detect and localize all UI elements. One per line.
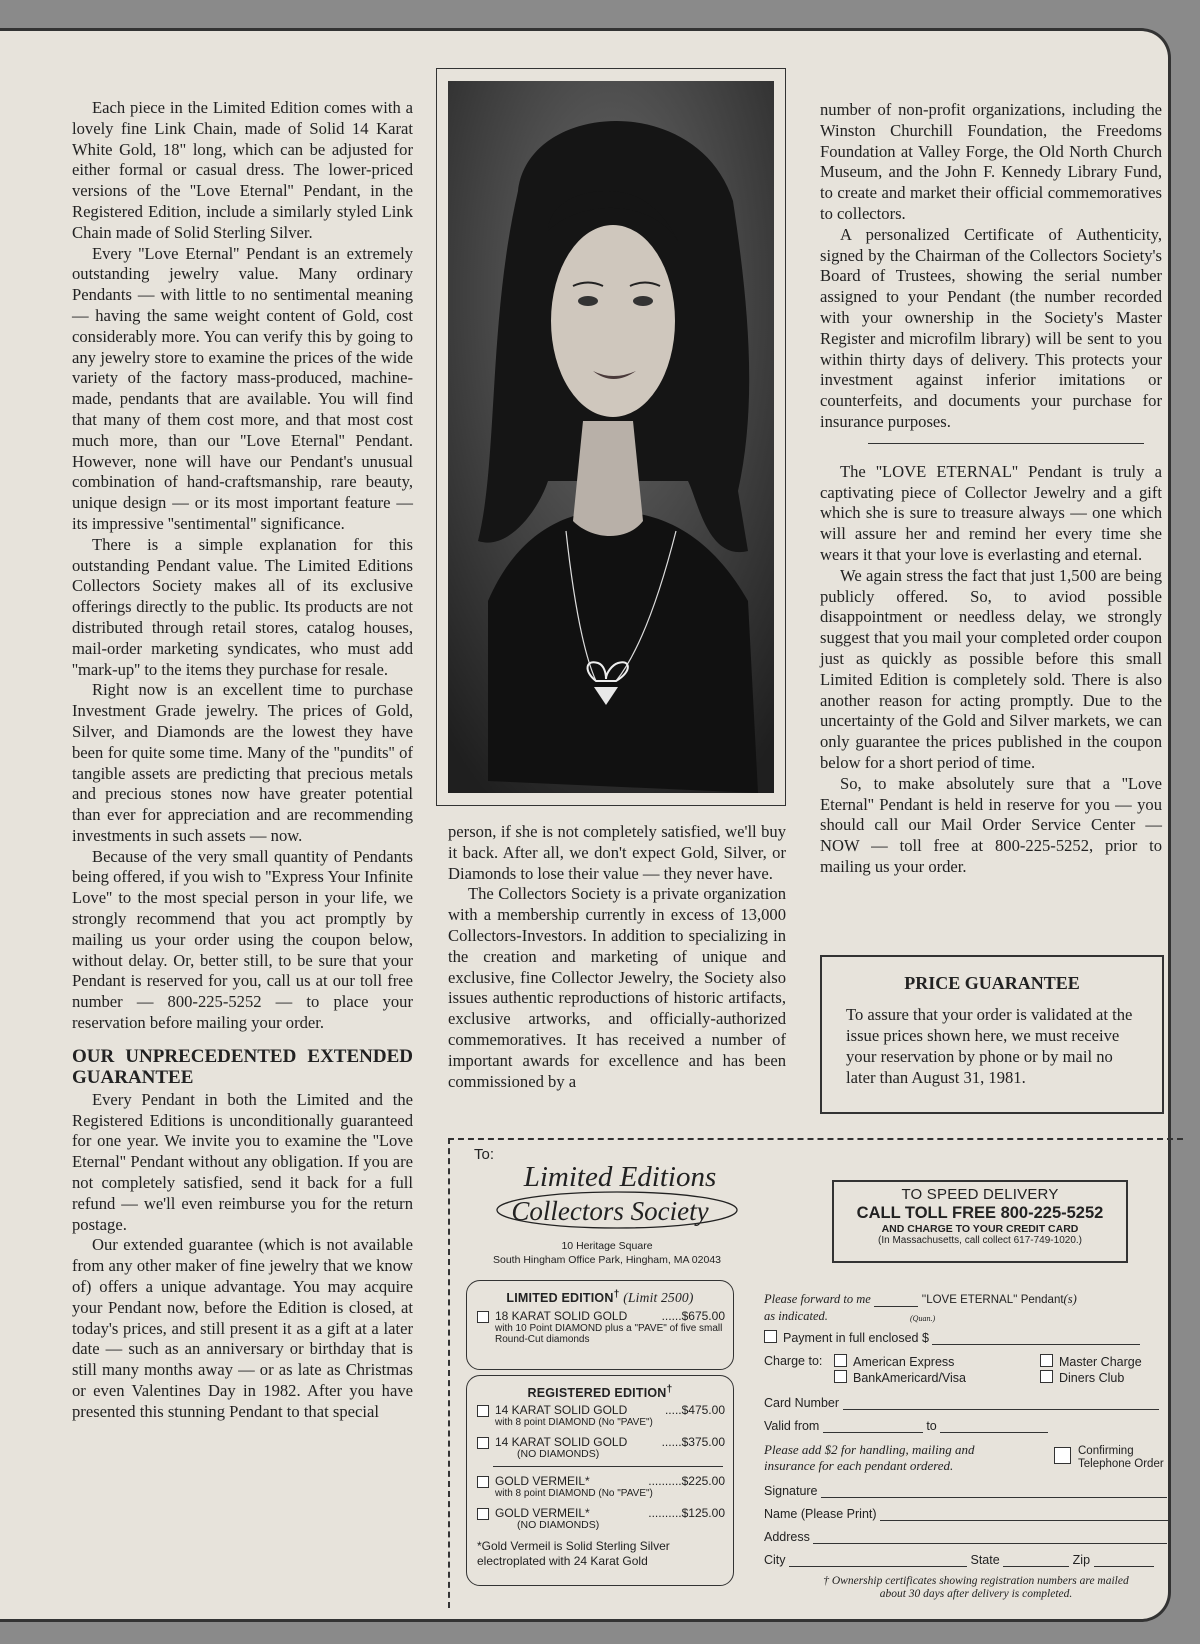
address-line: 10 Heritage Square	[561, 1240, 653, 1252]
card-label: BankAmericard/Visa	[853, 1371, 967, 1385]
quantity-field[interactable]	[874, 1306, 918, 1307]
right-column	[820, 100, 1162, 878]
option-description: (NO DIAMONDS)	[517, 1448, 600, 1461]
valid-to-label: to	[926, 1419, 937, 1433]
card-diners-club[interactable]	[1040, 1370, 1124, 1385]
card-master-charge[interactable]	[1040, 1354, 1142, 1369]
payment-checkbox[interactable]	[764, 1330, 777, 1343]
left-column	[72, 98, 413, 1423]
name-field[interactable]	[880, 1520, 1170, 1521]
paragraph: The Collectors Society is a private organization with a membership currently in excess of 13,000 Collectors-Investors. In addition to specializing in the creation and marketing of unique and exclusive, fine Collector Jewelry, the Society also issues authentic reproductions of historic artifacts, exclusive artworks, and officially-authorized commemoratives. It has received a number of important awards for excellence and has been commissioned by a	[448, 884, 786, 1091]
photo-frame	[436, 68, 786, 806]
payment-label: Payment in full enclosed $	[783, 1331, 929, 1345]
name-line	[764, 1507, 1170, 1521]
state-label: State	[970, 1553, 1000, 1567]
price-guarantee-box	[820, 955, 1164, 1114]
forward-line	[764, 1292, 1077, 1307]
price-guarantee-title: PRICE GUARANTEE	[904, 973, 1080, 993]
valid-from-label: Valid from	[764, 1419, 820, 1433]
option-description: (NO DIAMONDS)	[517, 1519, 600, 1532]
quantity-hint: (Quan.)	[910, 1314, 936, 1323]
paragraph: The ''LOVE ETERNAL'' Pendant is truly a captivating piece of Collector Jewelry and a gift which she is sure to treasure always — one which will assure her and remind her every time she wears it that your love is everlasting and eternal.	[820, 461, 1162, 564]
option-vermeil-diamond[interactable]	[477, 1475, 725, 1499]
card-number-field[interactable]	[843, 1409, 1159, 1410]
speed-line-3: AND CHARGE TO YOUR CREDIT CARD	[881, 1223, 1079, 1235]
valid-line	[764, 1419, 1048, 1433]
option-vermeil-plain[interactable]	[477, 1507, 725, 1531]
mailing-address	[462, 1239, 752, 1267]
option-label: 18 KARAT SOLID GOLD	[495, 1309, 628, 1324]
address-line: South Hingham Office Park, Hingham, MA 02043	[492, 1254, 721, 1266]
confirming-label: Confirming Telephone Order	[1078, 1445, 1164, 1470]
speed-delivery-box	[832, 1180, 1128, 1263]
signature-field[interactable]	[821, 1497, 1167, 1498]
registered-edition-title: REGISTERED EDITION†	[527, 1384, 673, 1401]
paragraph: Because of the very small quantity of Pendants being offered, if you wish to ''Express Your Infinite Love'' to the most special person in your life, we strongly recommend that you act promptly by mailing us your order using the coupon below, without delay. Or, better still, to be sure that your Pendant is reserved for you, call us at our toll free number — 800-225-5252 — to place your reservation before mailing your order.	[72, 846, 413, 1033]
ownership-note: † Ownership certificates showing registration numbers are mailed about 30 days after delivery is completed.	[823, 1575, 1129, 1600]
checkbox[interactable]	[834, 1354, 847, 1367]
city-field[interactable]	[789, 1566, 967, 1567]
address-label: Address	[764, 1530, 810, 1544]
city-label: City	[764, 1553, 786, 1567]
option-price: $375.00	[681, 1435, 725, 1450]
valid-from-field[interactable]	[823, 1432, 923, 1433]
logo-line-1: Limited Editions	[523, 1161, 717, 1193]
checkbox[interactable]	[477, 1508, 489, 1520]
plural-suffix: (s)	[1063, 1292, 1077, 1306]
option-label: GOLD VERMEIL*	[495, 1506, 590, 1521]
option-price: $125.00	[681, 1506, 725, 1521]
payment-line	[764, 1330, 1140, 1345]
vermeil-footnote: *Gold Vermeil is Solid Sterling Silver electroplated with 24 Karat Gold	[477, 1539, 670, 1569]
paragraph: Right now is an excellent time to purchase Investment Grade jewelry. The prices of Gold, Silver, and Diamonds are the lowest they have been for quite some time. Many of the ''pundits'' of tangible assets are predicting that precious metals and precious stones now have greater potential than ever for appreciation and are recommending investments in such assets — now.	[72, 680, 413, 845]
checkbox[interactable]	[834, 1370, 847, 1383]
option-14k-gold-diamond[interactable]	[477, 1404, 725, 1428]
zip-label: Zip	[1072, 1553, 1091, 1567]
leader-dots: .....	[664, 1403, 682, 1418]
option-description: with 8 point DIAMOND (No "PAVE")	[495, 1417, 653, 1429]
guarantee-heading: OUR UNPRECEDENTED EXTENDED GUARANTEE	[72, 1045, 413, 1088]
to-label: To:	[474, 1146, 495, 1163]
card-american-express[interactable]	[834, 1354, 954, 1369]
paragraph: There is a simple explanation for this outstanding Pendant value. The Limited Editions Collectors Society makes all of its exclusive offerings directly to the public. Its products are not distributed through retail stores, catalog houses, mail-order marketing syndicates, who must add ''mark-up'' to the items they purchase for resale.	[72, 534, 413, 679]
checkbox[interactable]	[477, 1405, 489, 1417]
coupon-cut-line	[448, 1138, 1183, 1140]
checkbox[interactable]	[477, 1476, 489, 1488]
option-price: $475.00	[681, 1403, 725, 1418]
checkbox[interactable]	[477, 1311, 489, 1323]
divider	[493, 1466, 723, 1467]
paragraph: We again stress the fact that just 1,500 are being publicly offered. So, to aviod possible disappointment or needless delay, we strongly suggest that you mail your completed order coupon just as quickly as possible before this small Limited Edition is completely sold. There is also another reason for acting promptly. Due to the uncertainty of the Gold and Silver markets, we can only guarantee the prices published in the coupon below for a short period of time.	[820, 565, 1162, 772]
paragraph: So, to make absolutely sure that a ''Love Eternal'' Pendant is held in reserve for you — you should call our Mail Order Service Center — NOW — toll free at 800-225-5252, prior to mailing us your order.	[820, 773, 1162, 876]
option-description: with 8 point DIAMOND (No "PAVE")	[495, 1488, 653, 1500]
name-label: Name (Please Print)	[764, 1507, 877, 1521]
state-field[interactable]	[1003, 1566, 1069, 1567]
product-name: ''LOVE ETERNAL'' Pendant	[921, 1294, 1064, 1306]
valid-to-field[interactable]	[940, 1432, 1048, 1433]
card-number-label: Card Number	[764, 1396, 840, 1410]
leader-dots: ..........	[648, 1506, 682, 1521]
leader-dots: ......	[661, 1435, 682, 1450]
option-price: $675.00	[681, 1309, 725, 1324]
speed-line-4: (In Massachusetts, call collect 617-749-1020.)	[878, 1235, 1082, 1246]
option-18k-gold[interactable]	[477, 1310, 725, 1345]
paragraph: Every Pendant in both the Limited and the Registered Editions is unconditionally guaranteed for one year. We invite you to examine the ''Love Eternal'' Pendant without any obligation. If you are not completely satisfied, send it back for a full refund — we'll even reimburse you for the return postage.	[72, 1089, 413, 1234]
paragraph: number of non-profit organizations, including the Winston Churchill Foundation, the Freedoms Foundation at Valley Forge, the Old North Church Museum, and the John F. Kennedy Library Fund, to create and market their official commemoratives to collectors.	[820, 100, 1162, 223]
paragraph: Each piece in the Limited Edition comes with a lovely fine Link Chain, made of Solid 14 Karat White Gold, 18" long, which can be adjusted for either formal or casual dress. The lower-priced versions of the ''Love Eternal'' Pendant, in the Registered Edition, include a similarly styled Link Chain made of Solid Sterling Silver.	[72, 98, 413, 242]
collectors-society-logo	[486, 1150, 748, 1238]
paragraph: person, if she is not completely satisfied, we'll buy it back. After all, we don't expect Gold, Silver, or Diamonds to lose their value — they never have.	[448, 822, 786, 883]
option-label: 14 KARAT SOLID GOLD	[495, 1403, 628, 1418]
paragraph: A personalized Certificate of Authenticity, signed by the Chairman of the Collectors Society's Board of Trustees, showing the serial number assigned to your Pendant (the number recorded with your ownership in the Society's Master Register and microfilm library) will be sent to you within thirty days of delivery. This protects your investment against inferior imitations or counterfeits, and documents your purchase for insurance purposes.	[820, 224, 1162, 431]
option-price: $225.00	[681, 1474, 725, 1489]
speed-phone: CALL TOLL FREE 800-225-5252	[856, 1204, 1104, 1222]
card-number-line	[764, 1396, 1159, 1410]
option-label: GOLD VERMEIL*	[495, 1474, 590, 1489]
woman-portrait-illustration	[448, 81, 774, 793]
paragraph: Our extended guarantee (which is not available from any other maker of fine jewelry that we know of) offers a unique advantage. You may acquire your Pendant now, before the Edition is closed, at today's prices, and still present it as a gift at a later date — such as an anniversary or birthday that is still many months away — or as late as Christmas or even Valentines Day in 1982. After you have presented this stunning Pendant to that special	[72, 1235, 413, 1421]
model-photo	[448, 81, 774, 793]
checkbox[interactable]	[1040, 1354, 1053, 1367]
confirming-checkbox[interactable]	[1054, 1447, 1071, 1464]
logo-line-2: Collectors Society	[511, 1196, 709, 1226]
registered-edition-box	[466, 1375, 734, 1586]
card-bankamericard-visa[interactable]	[834, 1370, 966, 1385]
middle-column	[448, 822, 786, 1092]
option-description: with 10 Point DIAMOND plus a "PAVE" of five small Round-Cut diamonds	[495, 1323, 723, 1346]
price-guarantee-text: To assure that your order is validated at the issue prices shown here, we must receive your reservation by phone or by mail no later than August 31, 1981.	[846, 1005, 1133, 1087]
coupon-cut-line-vertical	[448, 1138, 450, 1608]
address-line	[764, 1530, 1167, 1544]
confirming-order[interactable]	[1054, 1445, 1180, 1471]
forward-label: Please forward to me	[764, 1292, 871, 1306]
signature-label: Signature	[764, 1484, 818, 1498]
as-indicated: as indicated.	[764, 1309, 828, 1323]
option-14k-gold-plain[interactable]	[477, 1436, 725, 1460]
address-field[interactable]	[813, 1543, 1167, 1544]
zip-field[interactable]	[1094, 1566, 1154, 1567]
card-label: Master Charge	[1059, 1355, 1142, 1369]
city-line	[764, 1553, 1154, 1567]
card-label: American Express	[853, 1355, 955, 1369]
leader-dots: ..........	[648, 1474, 682, 1489]
card-label: Diners Club	[1059, 1371, 1125, 1385]
charge-to-label: Charge to:	[764, 1354, 823, 1368]
paragraph: Every ''Love Eternal'' Pendant is an extremely outstanding jewelry value. Many ordinary Pendants — with little to no sentimental meaning — having the same weight content of Gold, cost considerably more. You can verify this by going to any jewelry store to examine the prices of the wide variety of the factory mass-produced, machine-made, pendants that are available. You will find that many of them cost more, and that most cost much more, than our ''Love Eternal'' Pendant. However, none will have our Pendant's unusual combination of hand-craftsmanship, rare beauty, unique design — or its most important feature — its impressive ''sentimental'' significance.	[72, 243, 413, 533]
leader-dots: ......	[661, 1309, 682, 1324]
checkbox[interactable]	[1040, 1370, 1053, 1383]
option-label: 14 KARAT SOLID GOLD	[495, 1435, 628, 1450]
handling-note: Please add $2 for handling, mailing and insurance for each pendant ordered.	[764, 1442, 975, 1473]
checkbox[interactable]	[477, 1437, 489, 1449]
signature-line	[764, 1484, 1167, 1498]
speed-line-1: TO SPEED DELIVERY	[901, 1186, 1059, 1203]
payment-amount-field[interactable]	[932, 1344, 1140, 1345]
section-divider	[868, 443, 1144, 444]
limited-edition-box	[466, 1280, 734, 1370]
limited-edition-title: LIMITED EDITION† (Limit 2500)	[506, 1289, 694, 1306]
